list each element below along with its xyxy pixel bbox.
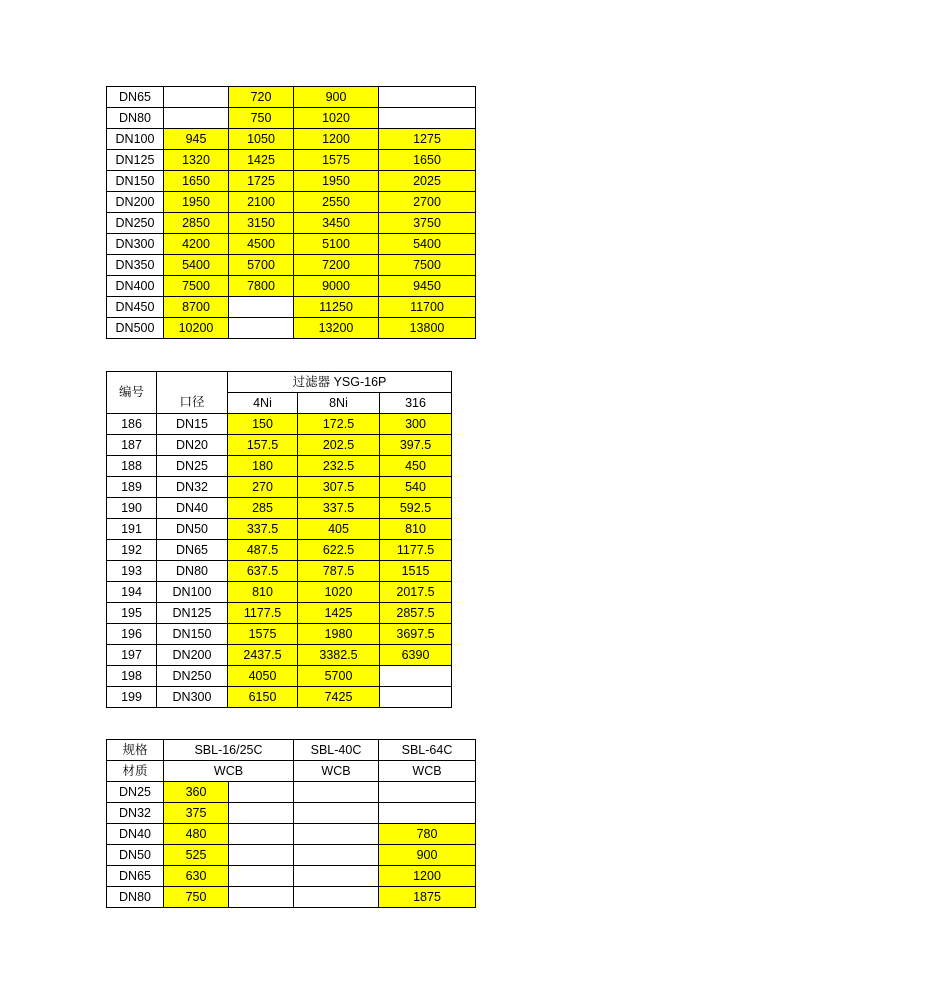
value-cell	[379, 803, 476, 824]
material-cell: WCB	[164, 761, 294, 782]
value-cell: 3697.5	[380, 624, 452, 645]
value-cell: 1177.5	[228, 603, 298, 624]
size-cell: DN65	[107, 87, 164, 108]
size-cell: DN300	[107, 234, 164, 255]
table-row	[107, 276, 476, 297]
table-header-row	[107, 740, 476, 761]
value-cell: 1875	[379, 887, 476, 908]
value-cell: 13800	[379, 318, 476, 339]
size-cell: DN50	[107, 845, 164, 866]
table-row	[107, 498, 452, 519]
size-cell: DN65	[157, 540, 228, 561]
value-cell: 5400	[164, 255, 229, 276]
table-row	[107, 129, 476, 150]
value-cell: 1725	[229, 171, 294, 192]
value-cell	[229, 782, 294, 803]
value-cell: 1020	[298, 582, 380, 603]
value-cell: 270	[228, 477, 298, 498]
value-cell: 3382.5	[298, 645, 380, 666]
value-cell	[294, 845, 379, 866]
size-cell: DN125	[107, 150, 164, 171]
number-cell: 188	[107, 456, 157, 477]
column-header-316: 316	[380, 393, 452, 414]
value-cell: 8700	[164, 297, 229, 318]
value-cell: 1177.5	[380, 540, 452, 561]
value-cell: 5700	[229, 255, 294, 276]
value-cell: 1200	[379, 866, 476, 887]
table-row	[107, 213, 476, 234]
size-cell: DN200	[157, 645, 228, 666]
number-header: 编号	[107, 372, 157, 414]
table-row	[107, 234, 476, 255]
value-cell: 592.5	[380, 498, 452, 519]
value-cell	[229, 824, 294, 845]
value-cell: 307.5	[298, 477, 380, 498]
value-cell: 630	[164, 866, 229, 887]
value-cell	[294, 803, 379, 824]
table-header-row	[107, 393, 452, 414]
size-cell: DN200	[107, 192, 164, 213]
size-cell: DN125	[157, 603, 228, 624]
value-cell: 2850	[164, 213, 229, 234]
value-cell: 9450	[379, 276, 476, 297]
size-cell: DN80	[107, 887, 164, 908]
value-cell: 202.5	[298, 435, 380, 456]
size-cell: DN100	[157, 582, 228, 603]
value-cell: 397.5	[380, 435, 452, 456]
value-cell	[294, 824, 379, 845]
value-cell: 810	[228, 582, 298, 603]
value-cell: 1515	[380, 561, 452, 582]
value-cell: 10200	[164, 318, 229, 339]
number-cell: 195	[107, 603, 157, 624]
table-row	[107, 824, 476, 845]
value-cell: 480	[164, 824, 229, 845]
value-cell: 11250	[294, 297, 379, 318]
table-row	[107, 414, 452, 435]
column-header-4ni: 4Ni	[228, 393, 298, 414]
size-cell: DN250	[107, 213, 164, 234]
value-cell	[164, 87, 229, 108]
value-cell: 720	[229, 87, 294, 108]
value-cell: 637.5	[228, 561, 298, 582]
number-cell: 196	[107, 624, 157, 645]
value-cell: 11700	[379, 297, 476, 318]
value-cell: 622.5	[298, 540, 380, 561]
value-cell: 337.5	[228, 519, 298, 540]
value-cell: 2437.5	[228, 645, 298, 666]
size-cell: DN150	[107, 171, 164, 192]
size-header: 口径	[157, 393, 228, 414]
value-cell: 5400	[379, 234, 476, 255]
table-row	[107, 887, 476, 908]
size-cell: DN300	[157, 687, 228, 708]
value-cell: 405	[298, 519, 380, 540]
value-cell: 5100	[294, 234, 379, 255]
table-row	[107, 435, 452, 456]
number-cell: 192	[107, 540, 157, 561]
material-header: 材质	[107, 761, 164, 782]
value-cell: 3450	[294, 213, 379, 234]
table-row	[107, 108, 476, 129]
size-cell: DN15	[157, 414, 228, 435]
table-header-row	[107, 761, 476, 782]
value-cell	[380, 666, 452, 687]
value-cell	[229, 845, 294, 866]
value-cell: 3150	[229, 213, 294, 234]
value-cell: 1320	[164, 150, 229, 171]
table-row	[107, 624, 452, 645]
value-cell: 360	[164, 782, 229, 803]
table-row	[107, 456, 452, 477]
material-cell: WCB	[294, 761, 379, 782]
value-cell: 3750	[379, 213, 476, 234]
number-cell: 191	[107, 519, 157, 540]
value-cell: 7500	[164, 276, 229, 297]
table-row	[107, 782, 476, 803]
value-cell: 1650	[164, 171, 229, 192]
table-row	[107, 561, 452, 582]
table-row	[107, 477, 452, 498]
size-cell: DN50	[157, 519, 228, 540]
table-row	[107, 171, 476, 192]
value-cell: 6390	[380, 645, 452, 666]
size-cell: DN32	[157, 477, 228, 498]
value-cell	[229, 866, 294, 887]
value-cell: 525	[164, 845, 229, 866]
value-cell: 487.5	[228, 540, 298, 561]
table-row	[107, 519, 452, 540]
value-cell: 810	[380, 519, 452, 540]
value-cell: 1575	[294, 150, 379, 171]
number-cell: 197	[107, 645, 157, 666]
table-row	[107, 687, 452, 708]
value-cell: 4050	[228, 666, 298, 687]
size-cell: DN250	[157, 666, 228, 687]
value-cell	[229, 318, 294, 339]
value-cell: 1650	[379, 150, 476, 171]
size-cell: DN350	[107, 255, 164, 276]
table-row	[107, 666, 452, 687]
price-table-top	[106, 86, 476, 339]
value-cell: 900	[294, 87, 379, 108]
value-cell	[379, 108, 476, 129]
value-cell: 285	[228, 498, 298, 519]
value-cell: 2857.5	[380, 603, 452, 624]
value-cell: 2017.5	[380, 582, 452, 603]
size-cell: DN80	[107, 108, 164, 129]
value-cell	[294, 887, 379, 908]
value-cell: 540	[380, 477, 452, 498]
value-cell: 157.5	[228, 435, 298, 456]
table-row	[107, 192, 476, 213]
number-cell: 187	[107, 435, 157, 456]
table-row	[107, 603, 452, 624]
table-row	[107, 318, 476, 339]
table-header-row	[107, 372, 452, 393]
size-cell: DN65	[107, 866, 164, 887]
table-row	[107, 87, 476, 108]
value-cell: 7425	[298, 687, 380, 708]
value-cell: 1425	[298, 603, 380, 624]
value-cell	[294, 782, 379, 803]
value-cell: 2700	[379, 192, 476, 213]
value-cell: 1275	[379, 129, 476, 150]
value-cell: 750	[229, 108, 294, 129]
column-header-8ni: 8Ni	[298, 393, 380, 414]
value-cell	[229, 297, 294, 318]
spec-header: 规格	[107, 740, 164, 761]
value-cell	[380, 687, 452, 708]
size-cell: DN25	[107, 782, 164, 803]
size-cell: DN40	[107, 824, 164, 845]
value-cell: 4500	[229, 234, 294, 255]
model-header-sbl-64c: SBL-64C	[379, 740, 476, 761]
size-cell: DN80	[157, 561, 228, 582]
value-cell: 1575	[228, 624, 298, 645]
value-cell: 9000	[294, 276, 379, 297]
model-header-sbl-40c: SBL-40C	[294, 740, 379, 761]
blank-header-cell	[157, 372, 228, 393]
number-cell: 194	[107, 582, 157, 603]
value-cell	[164, 108, 229, 129]
number-cell: 189	[107, 477, 157, 498]
size-cell: DN450	[107, 297, 164, 318]
value-cell: 900	[379, 845, 476, 866]
value-cell: 5700	[298, 666, 380, 687]
value-cell: 7800	[229, 276, 294, 297]
value-cell: 1425	[229, 150, 294, 171]
number-cell: 193	[107, 561, 157, 582]
value-cell: 1020	[294, 108, 379, 129]
value-cell: 13200	[294, 318, 379, 339]
value-cell: 1950	[294, 171, 379, 192]
size-cell: DN40	[157, 498, 228, 519]
value-cell	[229, 803, 294, 824]
value-cell	[379, 782, 476, 803]
size-cell: DN400	[107, 276, 164, 297]
value-cell: 1050	[229, 129, 294, 150]
value-cell: 150	[228, 414, 298, 435]
table-row	[107, 255, 476, 276]
model-header-sbl-16-25c: SBL-16/25C	[164, 740, 294, 761]
value-cell: 1200	[294, 129, 379, 150]
table-row	[107, 582, 452, 603]
value-cell	[379, 87, 476, 108]
value-cell: 2025	[379, 171, 476, 192]
size-cell: DN500	[107, 318, 164, 339]
table-row	[107, 845, 476, 866]
value-cell: 375	[164, 803, 229, 824]
number-cell: 190	[107, 498, 157, 519]
value-cell	[229, 887, 294, 908]
size-cell: DN100	[107, 129, 164, 150]
value-cell	[294, 866, 379, 887]
value-cell: 750	[164, 887, 229, 908]
filter-price-table	[106, 371, 452, 708]
value-cell: 172.5	[298, 414, 380, 435]
value-cell: 6150	[228, 687, 298, 708]
number-cell: 198	[107, 666, 157, 687]
sbl-price-table	[106, 739, 476, 908]
table-row	[107, 150, 476, 171]
number-cell: 186	[107, 414, 157, 435]
table-row	[107, 297, 476, 318]
value-cell: 945	[164, 129, 229, 150]
value-cell: 4200	[164, 234, 229, 255]
product-title: 过滤器 YSG-16P	[228, 372, 452, 393]
number-cell: 199	[107, 687, 157, 708]
size-cell: DN25	[157, 456, 228, 477]
table-row	[107, 803, 476, 824]
size-cell: DN32	[107, 803, 164, 824]
value-cell: 787.5	[298, 561, 380, 582]
value-cell: 337.5	[298, 498, 380, 519]
value-cell: 2100	[229, 192, 294, 213]
table-row	[107, 540, 452, 561]
value-cell: 450	[380, 456, 452, 477]
table-row	[107, 866, 476, 887]
size-cell: DN20	[157, 435, 228, 456]
value-cell: 180	[228, 456, 298, 477]
value-cell: 7500	[379, 255, 476, 276]
value-cell: 7200	[294, 255, 379, 276]
value-cell: 780	[379, 824, 476, 845]
value-cell: 232.5	[298, 456, 380, 477]
value-cell: 1950	[164, 192, 229, 213]
size-cell: DN150	[157, 624, 228, 645]
value-cell: 300	[380, 414, 452, 435]
material-cell: WCB	[379, 761, 476, 782]
value-cell: 1980	[298, 624, 380, 645]
table-row	[107, 645, 452, 666]
value-cell: 2550	[294, 192, 379, 213]
